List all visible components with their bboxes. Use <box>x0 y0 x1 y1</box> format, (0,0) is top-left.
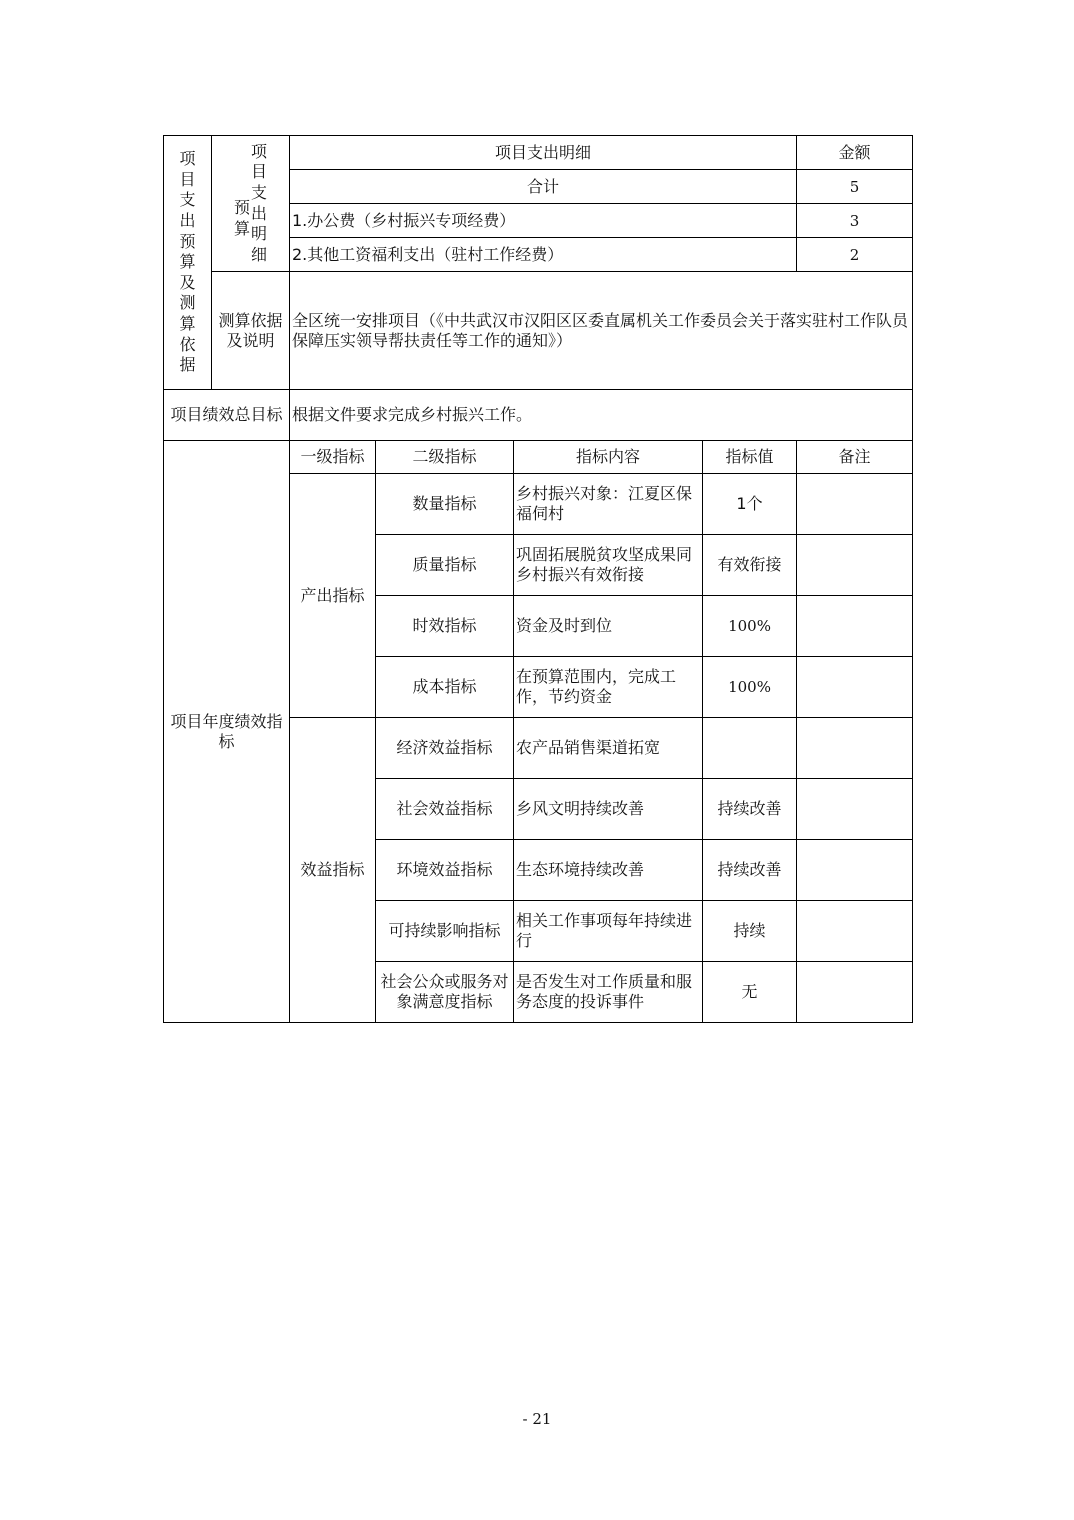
level2-indicator: 环境效益指标 <box>376 840 514 901</box>
budget-performance-table <box>163 135 912 1026</box>
indicator-note <box>797 840 913 901</box>
output-indicator-label: 产出指标 <box>290 474 376 718</box>
level2-indicator: 时效指标 <box>376 596 514 657</box>
expense-item-amount: 3 <box>797 204 913 238</box>
expense-item-label: 2.其他工资福利支出（驻村工作经费） <box>290 238 797 272</box>
indicator-value: 持续改善 <box>703 779 797 840</box>
header-detail: 项目支出明细 <box>290 136 797 170</box>
indicator-value <box>703 718 797 779</box>
indicator-header: 指标值 <box>703 441 797 474</box>
expense-item-label: 1.办公费（乡村振兴专项经费） <box>290 204 797 238</box>
indicator-value: 持续 <box>703 901 797 962</box>
header-amount: 金额 <box>797 136 913 170</box>
indicator-content: 生态环境持续改善 <box>514 840 703 901</box>
indicator-content: 资金及时到位 <box>514 596 703 657</box>
indicator-content: 农产品销售渠道拓宽 <box>514 718 703 779</box>
indicator-header: 一级指标 <box>290 441 376 474</box>
detail-label-part-2: 项目支出明细 <box>250 141 267 264</box>
expense-item-amount: 2 <box>797 238 913 272</box>
benefit-indicator-label: 效益指标 <box>290 718 376 1023</box>
indicator-content: 乡村振兴对象：江夏区保福伺村 <box>514 474 703 535</box>
level2-indicator: 社会效益指标 <box>376 779 514 840</box>
indicator-note <box>797 596 913 657</box>
indicator-value: 100% <box>703 596 797 657</box>
indicator-content: 是否发生对工作质量和服务态度的投诉事件 <box>514 962 703 1023</box>
indicator-note <box>797 535 913 596</box>
budget-section-label: 项目支出预算及测算依据 <box>164 136 212 390</box>
level2-indicator: 社会公众或服务对象满意度指标 <box>376 962 514 1023</box>
indicator-content: 相关工作事项每年持续进行 <box>514 901 703 962</box>
indicator-value: 有效衔接 <box>703 535 797 596</box>
indicator-header: 备注 <box>797 441 913 474</box>
level2-indicator: 数量指标 <box>376 474 514 535</box>
total-amount: 5 <box>797 170 913 204</box>
indicator-content: 乡风文明持续改善 <box>514 779 703 840</box>
page-number: - 21 <box>522 1410 552 1428</box>
level2-indicator: 可持续影响指标 <box>376 901 514 962</box>
indicator-value: 1个 <box>703 474 797 535</box>
goal-label: 项目绩效总目标 <box>164 390 290 441</box>
indicator-content: 在预算范围内，完成工作，节约资金 <box>514 657 703 718</box>
basis-label: 测算依据及说明 <box>212 272 290 390</box>
indicator-note <box>797 474 913 535</box>
indicator-note <box>797 901 913 962</box>
indicator-header: 指标内容 <box>514 441 703 474</box>
indicator-header: 二级指标 <box>376 441 514 474</box>
indicator-note <box>797 718 913 779</box>
indicator-value: 无 <box>703 962 797 1023</box>
indicator-note <box>797 962 913 1023</box>
indicator-value: 100% <box>703 657 797 718</box>
indicator-value: 持续改善 <box>703 840 797 901</box>
indicator-content: 巩固拓展脱贫攻坚成果同乡村振兴有效衔接 <box>514 535 703 596</box>
indicator-note <box>797 657 913 718</box>
indicators-section-label: 项目年度绩效指标 <box>164 441 290 1023</box>
level2-indicator: 质量指标 <box>376 535 514 596</box>
total-label: 合计 <box>290 170 797 204</box>
goal-text: 根据文件要求完成乡村振兴工作。 <box>290 390 913 441</box>
indicator-note <box>797 779 913 840</box>
budget-detail-label <box>212 136 290 272</box>
level2-indicator: 成本指标 <box>376 657 514 718</box>
basis-text: 全区统一安排项目（《中共武汉市汉阳区区委直属机关工作委员会关于落实驻村工作队员保障压实领导帮扶责任等工作的通知》） <box>290 272 913 390</box>
detail-label-part-1: 预算 <box>233 197 250 238</box>
level2-indicator: 经济效益指标 <box>376 718 514 779</box>
